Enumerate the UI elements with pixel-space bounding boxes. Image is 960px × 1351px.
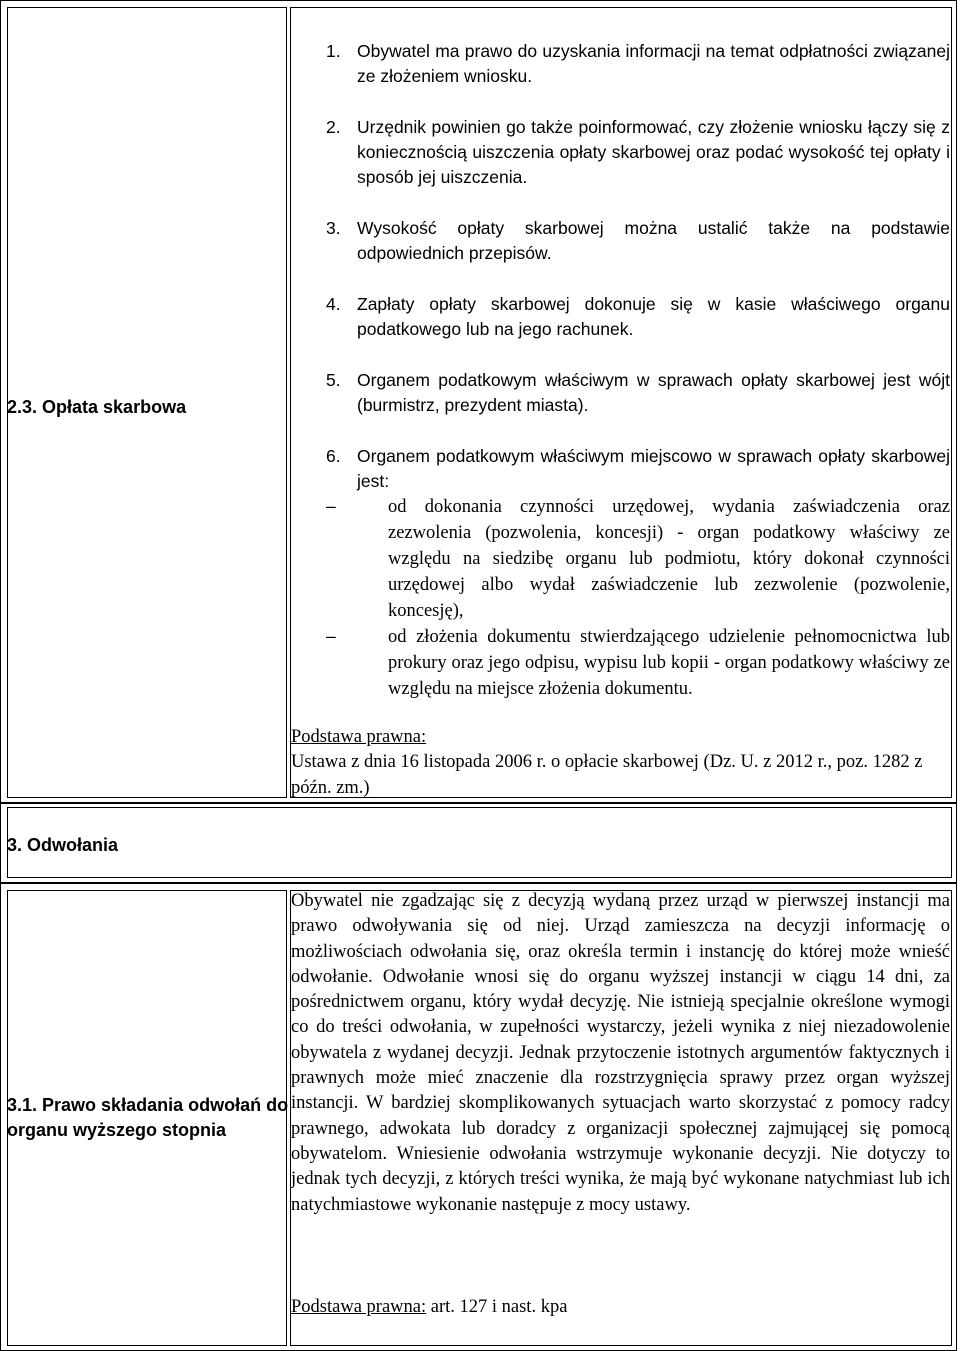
item-text: Urzędnik powinien go także poinformować, czy złożenie wniosku łączy się z koniecznością uiszczenia opłaty skarbowej oraz podać wysokość tej opłaty i sposób jej uiszczenia. xyxy=(357,117,950,187)
fee-rules-list xyxy=(326,39,950,702)
legal-basis-label: Podstawa prawna: xyxy=(291,727,427,747)
list-item xyxy=(326,368,950,418)
item-text: Organem podatkowym właściwym w sprawach opłaty skarbowej jest wójt (burmistrz, prezydent miasta). xyxy=(357,370,950,415)
item-number: 3. xyxy=(326,218,341,238)
appeals-header-cell xyxy=(7,807,952,878)
item-text: Zapłaty opłaty skarbowej dokonuje się w kasie właściwego organu podatkowego lub na jego rachunek. xyxy=(357,294,950,339)
item-number: 6. xyxy=(326,446,341,466)
item-number: 5. xyxy=(326,370,341,390)
list-item xyxy=(326,115,950,190)
dash-bullet: – xyxy=(326,496,336,516)
appeal-right-label: 3.1. Prawo składania odwołań do organu wyższego stopnia xyxy=(7,1095,289,1140)
appeal-right-body: Obywatel nie zgadzając się z decyzją wydaną przez urząd w pierwszej instancji ma prawo odwoływania się od niej. Urząd zamieszcza na decyzji informację o możliwościach odwołania się, oraz określa termin i instancję do której może wnieść odwołanie. Odwołanie wnosi się do organu wyższej instancji w ciągu 14 dni, za pośrednictwem organu, który wydał decyzję. Nie istnieją specjalnie określone wymogi co do treści odwołania, w zupełności wystarczy, jeżeli wynika z niej niezadowolenie obywatela z wydanej decyzji. Jednak przytoczenie istotnych argumentów faktycznych i prawnych może mieć znaczenie dla rozstrzygnięcia sprawy przez organ wyższej instancji. W bardziej skomplikowanych sytuacjach warto skorzystać z pomocy radcy prawnego, adwokata lub doradcy z organizacji społecznej zajmującej się pomocą obywatelom. Wniesienie odwołania wstrzymuje wykonanie decyzji. Nie dotyczy to jednak tych decyzji, z których treści wynika, że mają być wykonane natychmiast lub ich natychmiastowe wykonanie następuje z mocy ustawy. xyxy=(291,891,950,1215)
sublist-item xyxy=(326,624,950,702)
item-text: Wysokość opłaty skarbowej można ustalić także na podstawie odpowiednich przepisów. xyxy=(357,218,950,263)
legal-basis-label: Podstawa prawna: xyxy=(291,1297,427,1317)
list-item xyxy=(326,216,950,266)
sublist-text: od złożenia dokumentu stwierdzającego udzielenie pełnomocnictwa lub prokury oraz jego odpisu, wypisu lub kopii - organ podatkowy właściwy ze względu na miejsce złożenia dokumentu. xyxy=(388,627,950,699)
item-text: Organem podatkowym właściwym miejscowo w sprawach opłaty skarbowej jest: xyxy=(357,446,950,491)
fee-section-label: 2.3. Opłata skarbowa xyxy=(7,397,187,417)
legal-basis-text: art. 127 i nast. kpa xyxy=(426,1297,568,1317)
list-item xyxy=(326,444,950,702)
list-item xyxy=(326,292,950,342)
item-number: 2. xyxy=(326,117,341,137)
legal-basis-text: Ustawa z dnia 16 listopada 2006 r. o opłacie skarbowej (Dz. U. z 2012 r., poz. 1282 z późn. zm.) xyxy=(291,752,923,798)
dash-bullet: – xyxy=(326,626,336,646)
competence-sublist xyxy=(326,494,950,702)
appeals-section-title: 3. Odwołania xyxy=(7,835,119,855)
item-number: 4. xyxy=(326,294,341,314)
sublist-item xyxy=(326,494,950,624)
appeals-header-table xyxy=(0,803,957,883)
appeal-legal-basis xyxy=(291,1295,950,1320)
item-text: Obywatel ma prawo do uzyskania informacji na temat odpłatności związanej ze złożeniem wniosku. xyxy=(357,41,950,86)
item-number: 1. xyxy=(326,41,341,61)
sublist-text: od dokonania czynności urzędowej, wydania zaświadczenia oraz zezwolenia (pozwolenia, koncesji) - organ podatkowy właściwy ze względu na siedzibę organu lub podmiotu, który dokonał czynności urzędowej albo wydał zaświadczenie lub zezwolenie (pozwolenie, koncesję), xyxy=(388,497,950,621)
fee-legal-basis xyxy=(291,725,950,801)
list-item xyxy=(326,39,950,89)
